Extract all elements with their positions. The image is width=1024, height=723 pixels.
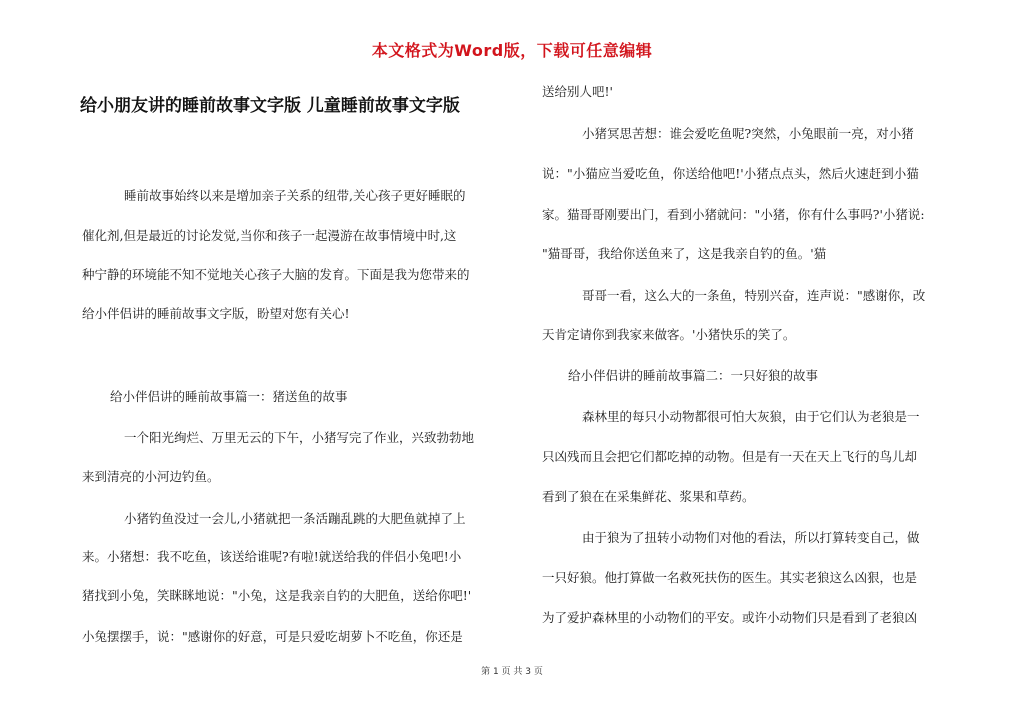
paragraph-line: 猪找到小兔，笑眯眯地说："小兔，这是我亲自钓的大肥鱼，送给你吧!': [82, 588, 472, 603]
section-heading: 给小伴侣讲的睡前故事篇一：猪送鱼的故事: [110, 389, 348, 404]
paragraph-line: 睡前故事始终以来是增加亲子关系的纽带,关心孩子更好睡眠的: [124, 188, 466, 203]
paragraph-line: 说："小猫应当爱吃鱼，你送给他吧!'小猪点点头，然后火速赶到小猫: [542, 166, 919, 181]
paragraph-line: 只凶残而且会把它们都吃掉的动物。但是有一天在天上飞行的鸟儿却: [542, 449, 918, 464]
edit-notice-banner: 本文格式为Word版，下载可任意编辑: [371, 41, 653, 60]
section-heading: 给小伴侣讲的睡前故事篇二：一只好狼的故事: [568, 368, 819, 383]
paragraph-line: 来。小猪想：我不吃鱼，该送给谁呢?有啦!就送给我的伴侣小兔吧!小: [82, 549, 462, 564]
paragraph-line: 森林里的每只小动物都很可怕大灰狼，由于它们认为老狼是一: [582, 409, 920, 424]
paragraph-line: 种宁静的环境能不知不觉地关心孩子大脑的发育。下面是我为您带来的: [82, 267, 470, 282]
paragraph-line: 送给别人吧!': [542, 84, 613, 99]
page-number: 第 1 页 共 3 页: [481, 667, 543, 677]
paragraph-line: 来到清亮的小河边钓鱼。: [82, 469, 220, 484]
paragraph-line: 为了爱护森林里的小动物们的平安。或许小动物们只是看到了老狼凶: [542, 610, 918, 625]
paragraph-line: 家。猫哥哥刚要出门，看到小猪就问："小猪，你有什么事吗?'小猪说:: [542, 207, 925, 222]
paragraph-line: 看到了狼在在采集鲜花、浆果和草药。: [542, 489, 755, 504]
paragraph-line: 小猪冥思苦想：谁会爱吃鱼呢?突然，小兔眼前一亮，对小猪: [582, 126, 914, 141]
left-column: [82, 0, 512, 723]
paragraph-line: 小猪钓鱼没过一会儿,小猪就把一条活蹦乱跳的大肥鱼就掉了上: [124, 511, 466, 526]
right-column: [542, 0, 962, 723]
paragraph-line: "猫哥哥，我给你送鱼来了，这是我亲自钓的鱼。'猫: [542, 246, 827, 261]
document-title: 给小朋友讲的睡前故事文字版 儿童睡前故事文字版: [80, 96, 460, 116]
paragraph-line: 哥哥一看，这么大的一条鱼，特别兴奋，连声说："感谢你，改: [582, 288, 926, 303]
paragraph-line: 天肯定请你到我家来做客。'小猪快乐的笑了。: [542, 327, 796, 342]
paragraph-line: 由于狼为了扭转小动物们对他的看法，所以打算转变自己，做: [582, 530, 920, 545]
paragraph-line: 一只好狼。他打算做一名救死扶伤的医生。其实老狼这么凶狠，也是: [542, 570, 918, 585]
paragraph-line: 催化剂,但是最近的讨论发觉,当你和孩子一起漫游在故事情境中时,这: [82, 228, 457, 243]
paragraph-line: 给小伴侣讲的睡前故事文字版，盼望对您有关心!: [82, 306, 350, 321]
paragraph-line: 一个阳光绚烂、万里无云的下午，小猪写完了作业，兴致勃勃地: [124, 430, 475, 445]
paragraph-line: 小兔摆摆手，说："感谢你的好意，可是只爱吃胡萝卜不吃鱼，你还是: [82, 629, 463, 644]
